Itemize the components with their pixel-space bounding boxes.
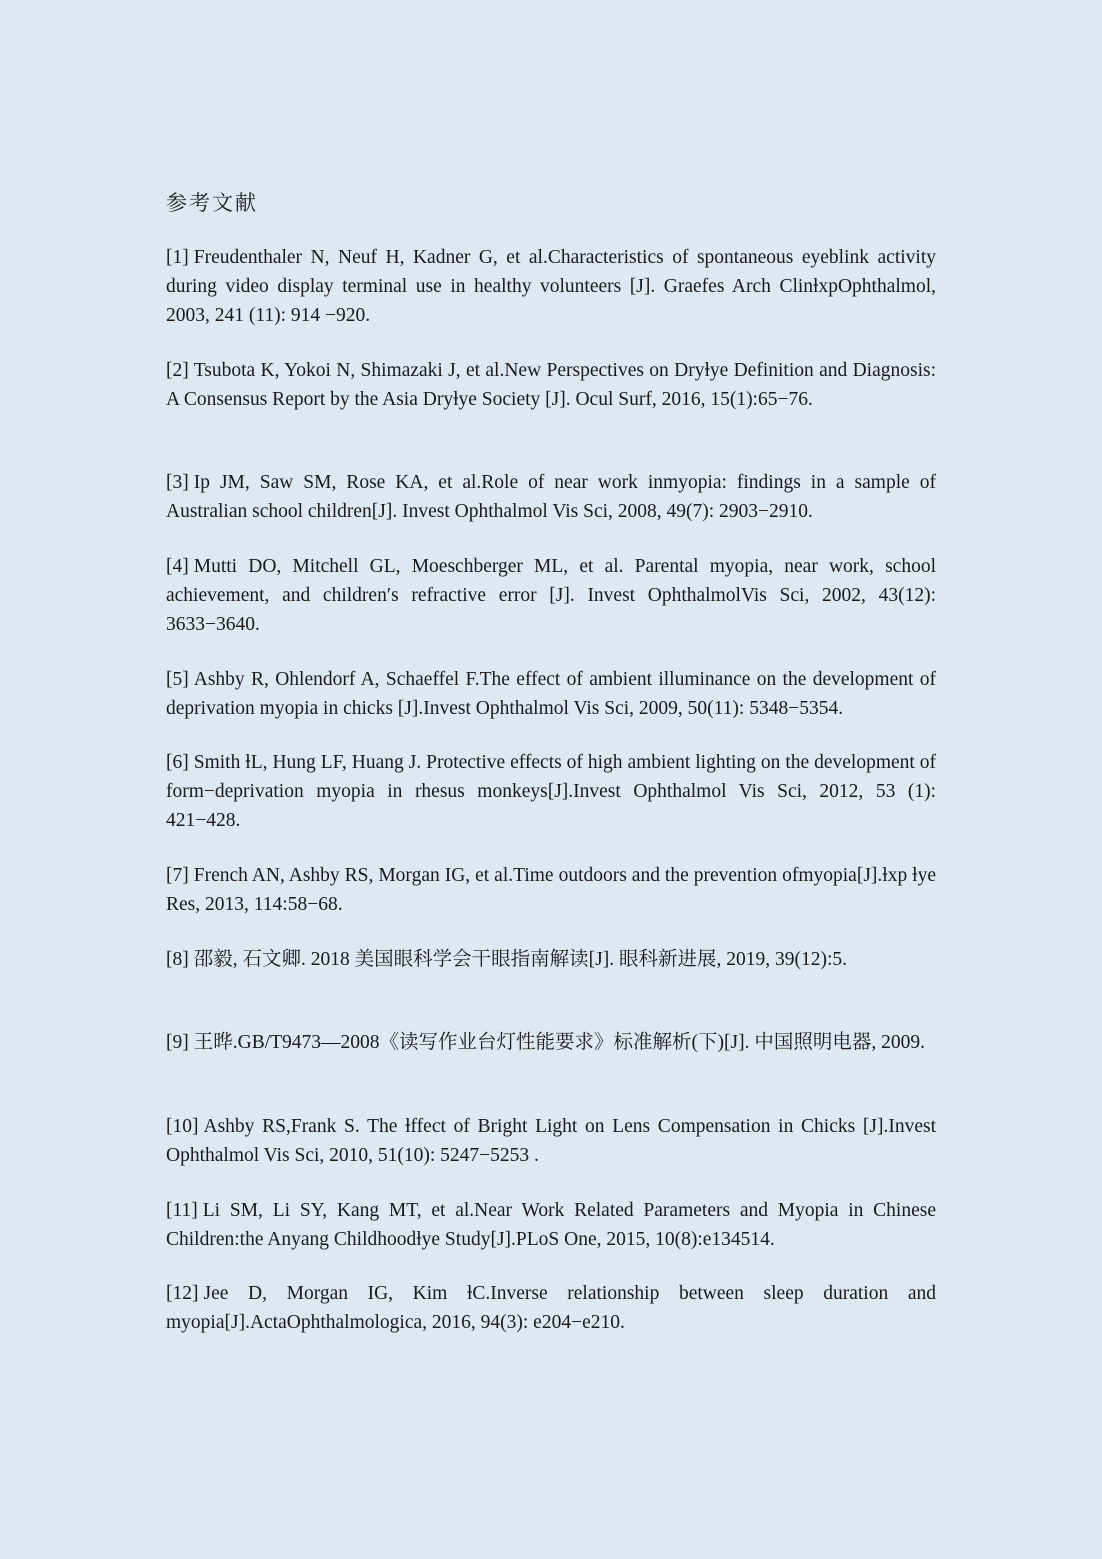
reference-text: Li SM, Li SY, Kang MT, et al.Near Work Related Parameters and Myopia in Chinese Children:the Anyang Childhoodⱡye Study[J].PLoS One, 2015, 10(8):e134514.	[166, 1200, 936, 1250]
references-heading: 参考文献	[166, 191, 258, 215]
reference-number: [4]	[166, 556, 189, 577]
reference-number: [2]	[166, 360, 189, 381]
reference-number: [5]	[166, 669, 189, 690]
reference-number: [11]	[166, 1200, 198, 1221]
reference-number: [8]	[166, 949, 189, 970]
reference-text: 王晔.GB/T9473—2008《读写作业台灯性能要求》标准解析(下)[J]. 中国照明电器, 2009.	[193, 1032, 925, 1053]
reference-item	[166, 748, 936, 835]
reference-item	[166, 665, 936, 723]
reference-item	[166, 1279, 936, 1337]
reference-item	[166, 552, 936, 639]
reference-item	[166, 1028, 936, 1057]
reference-number: [7]	[166, 865, 189, 886]
reference-number: [10]	[166, 1116, 199, 1137]
reference-text: Smith ⱡL, Hung LF, Huang J. Protective effects of high ambient lighting on the development of form−deprivation myopia in rhesus monkeys[J].Invest Ophthalmol Vis Sci, 2012, 53 (1): 421−428.	[166, 752, 936, 831]
reference-text: Ashby R, Ohlendorf A, Schaeffel F.The effect of ambient illuminance on the development of deprivation myopia in chicks [J].Invest Ophthalmol Vis Sci, 2009, 50(11): 5348−5354.	[166, 669, 936, 719]
reference-item	[166, 356, 936, 414]
reference-text: Tsubota K, Yokoi N, Shimazaki J, et al.New Perspectives on Dryⱡye Definition and Diagnosis: A Consensus Report by the Asia Dryⱡye Society [J]. Ocul Surf, 2016, 15(1):65−76.	[166, 360, 936, 410]
reference-number: [1]	[166, 247, 189, 268]
reference-text: Ashby RS,Frank S. The ⱡffect of Bright Light on Lens Compensation in Chicks [J].Invest Ophthalmol Vis Sci, 2010, 51(10): 5247−5253 .	[166, 1116, 936, 1166]
reference-number: [6]	[166, 752, 189, 773]
reference-item	[166, 1196, 936, 1254]
reference-text: Mutti DO, Mitchell GL, Moeschberger ML, et al. Parental myopia, near work, school achievement, and children′s refractive error [J]. Invest OphthalmolVis Sci, 2002, 43(12): 3633−3640.	[166, 556, 936, 635]
reference-number: [3]	[166, 472, 189, 493]
reference-text: Ip JM, Saw SM, Rose KA, et al.Role of near work inmyopia: findings in a sample of Australian school children[J]. Invest Ophthalmol Vis Sci, 2008, 49(7): 2903−2910.	[166, 472, 936, 522]
reference-item	[166, 861, 936, 919]
reference-item	[166, 945, 936, 974]
reference-item	[166, 243, 936, 330]
reference-text: French AN, Ashby RS, Morgan IG, et al.Time outdoors and the prevention ofmyopia[J].ⱡxp ⱡye Res, 2013, 114:58−68.	[166, 865, 936, 915]
reference-number: [9]	[166, 1032, 189, 1053]
reference-item	[166, 1112, 936, 1170]
reference-item	[166, 468, 936, 526]
reference-number: [12]	[166, 1283, 199, 1304]
reference-text: Jee D, Morgan IG, Kim ⱡC.Inverse relationship between sleep duration and myopia[J].ActaOphthalmologica, 2016, 94(3): e204−e210.	[166, 1283, 936, 1333]
reference-text: 邵毅, 石文卿. 2018 美国眼科学会干眼指南解读[J]. 眼科新进展, 2019, 39(12):5.	[193, 949, 847, 970]
reference-text: Freudenthaler N, Neuf H, Kadner G, et al.Characteristics of spontaneous eyeblink activity during video display terminal use in healthy volunteers [J]. Graefes Arch ClinⱡxpOphthalmol, 2003, 241 (11): 914 −920.	[166, 247, 936, 326]
